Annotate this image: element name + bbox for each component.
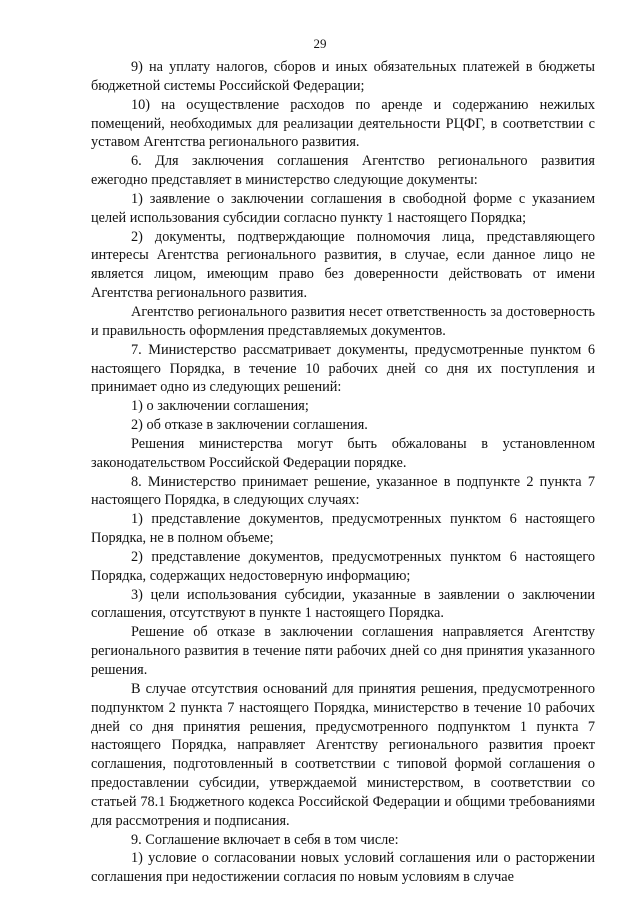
paragraph-section-9: 9. Соглашение включает в себя в том числе: xyxy=(131,831,399,848)
paragraph-section-7-item-1: 1) о заключении соглашения; xyxy=(131,398,309,415)
paragraph-clause-10: 10) на осуществление расходов по аренде и содержанию нежилых помещений, необходимых для реализации деятельности РЦФГ, в соответствии с уставом Агентства регионального развития. xyxy=(91,96,595,151)
paragraph-section-9-item-1: 1) условие о согласовании новых условий соглашения или о расторжении соглашения при недостижении согласия по новым условиям в случае xyxy=(91,850,595,886)
paragraph-section-6-item-2: 2) документы, подтверждающие полномочия лица, представляющего интересы Агентства регионального развития, в случае, если данное лицо не является лицом, имеющим право без доверенности действовать от имени Агентства регионального развития. xyxy=(91,228,595,302)
paragraph-appeal: Решения министерства могут быть обжалованы в установленном законодательством Российской Федерации порядке. xyxy=(91,435,595,471)
paragraph-refusal-notice: Решение об отказе в заключении соглашения направляется Агентству регионального развития в течение пяти рабочих дней со дня принятия указанного решения. xyxy=(91,624,595,678)
paragraph-section-8: 8. Министерство принимает решение, указанное в подпункте 2 пункта 7 настоящего Порядка, в следующих случаях: xyxy=(91,473,595,509)
document-body xyxy=(91,58,595,887)
paragraph-section-7: 7. Министерство рассматривает документы, предусмотренные пунктом 6 настоящего Порядка, в течение 10 рабочих дней со дня их поступления и принимает одно из следующих решений: xyxy=(91,341,595,396)
paragraph-section-8-item-2: 2) представление документов, предусмотренных пунктом 6 настоящего Порядка, содержащих недостоверную информацию; xyxy=(91,548,595,584)
paragraph-section-6-item-1: 1) заявление о заключении соглашения в свободной форме с указанием целей использования субсидии согласно пункту 1 настоящего Порядка; xyxy=(91,190,595,226)
paragraph-section-8-item-1: 1) представление документов, предусмотренных пунктом 6 настоящего Порядка, не в полном объеме; xyxy=(91,511,595,547)
paragraph-clause-9: 9) на уплату налогов, сборов и иных обязательных платежей в бюджеты бюджетной системы Российской Федерации; xyxy=(91,59,595,94)
paragraph-section-6: 6. Для заключения соглашения Агентство регионального развития ежегодно представляет в министерство следующие документы: xyxy=(91,153,595,189)
paragraph-draft-agreement: В случае отсутствия оснований для принятия решения, предусмотренного подпунктом 2 пункта 7 настоящего Порядка, министерство в течение 10 рабочих дней со дня принятия решения, предусмотренного подпунктом 1 пункта 7 настоящего Порядка, направляет Агентству регионального развития проект соглашения, подготовленный в соответствии с типовой формой соглашения о предоставлении субсидии, утверждаемой министерством, в соответствии со статьей 78.1 Бюджетного кодекса Российской Федерации и общими требованиями для рассмотрения и подписания. xyxy=(91,680,595,829)
paragraph-section-8-item-3: 3) цели использования субсидии, указанные в заявлении о заключении соглашения, отсутствуют в пункте 1 настоящего Порядка. xyxy=(91,586,595,622)
paragraph-responsibility: Агентство регионального развития несет ответственность за достоверность и правильность оформления представляемых документов. xyxy=(91,303,595,339)
page-number: 29 xyxy=(313,36,327,51)
paragraph-section-7-item-2: 2) об отказе в заключении соглашения. xyxy=(131,417,368,434)
